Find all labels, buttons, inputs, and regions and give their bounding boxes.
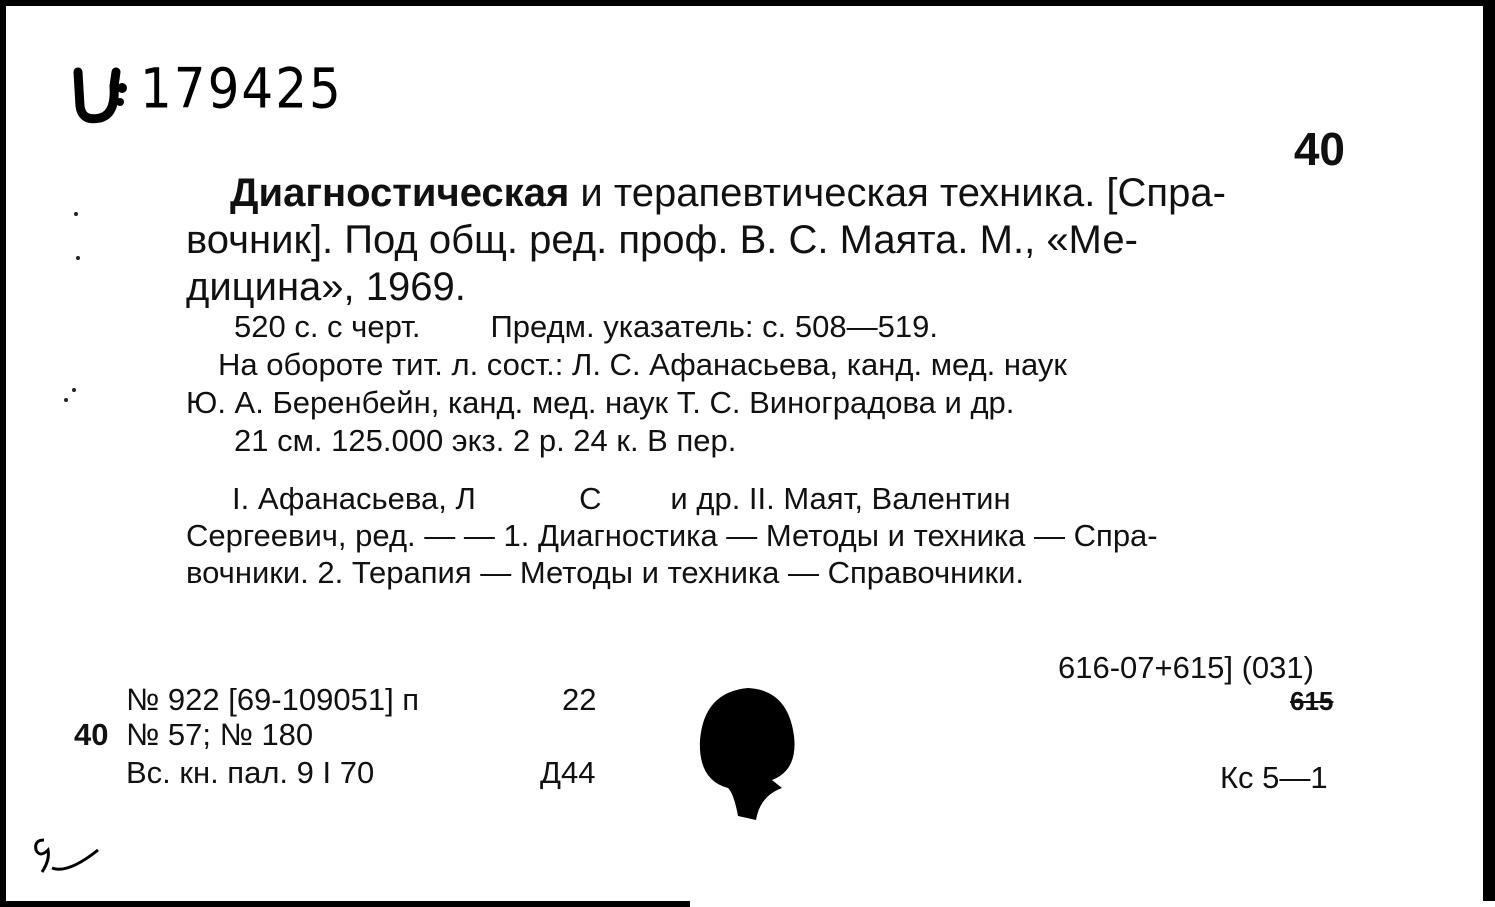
index-text: Предм. указатель: с. 508—519. (490, 309, 938, 344)
bibliographic-title (186, 170, 1356, 311)
handwritten-mark-icon (70, 66, 128, 128)
subject-row-2: Сергеевич, ред. — — 1. Диагностика — Методы и техника — Спра- (186, 518, 1158, 553)
handwritten-corner-mark-icon (28, 830, 108, 880)
speck (72, 388, 76, 392)
handwritten-number: 179425 (140, 57, 343, 121)
chamber-code: Д44 (540, 755, 596, 790)
speck (74, 212, 78, 216)
subject-row-1: I. Афанасьева, Л С и др. II. Маят, Валентин (232, 481, 1011, 516)
card-edge-bottom-gap (690, 901, 1495, 907)
order-line: № 922 [69-109051] п (126, 682, 420, 717)
chamber-line: Вс. кн. пал. 9 I 70 (126, 755, 375, 790)
pages-text: 520 с. с черт. (234, 309, 421, 344)
subject-row-3: вочники. 2. Терапия — Методы и техника — Справочники. (186, 555, 1025, 590)
pages-row (186, 308, 1352, 346)
speck (64, 398, 68, 402)
udc-code: 616-07+615] (031) (1058, 650, 1314, 685)
shelf-prefix: 40 (74, 717, 109, 752)
title-bold-word: Диагностическая (230, 171, 570, 215)
shelf-number: 40 (1293, 123, 1345, 175)
title-line-1 (186, 170, 1356, 217)
numbers-line: № 57; № 180 (126, 717, 314, 752)
bbk-code: Кс 5—1 (1220, 760, 1328, 795)
title-line-3: дицина», 1969. (186, 265, 466, 309)
card-edge-right (1483, 0, 1495, 907)
compilers-row-1: На обороте тит. л. сост.: Л. С. Афанасьева, канд. мед. наук (218, 347, 1067, 382)
edition-row: 21 см. 125.000 экз. 2 р. 24 к. В пер. (234, 423, 737, 458)
card-edge-top (0, 0, 1495, 6)
card-edge-left (0, 0, 6, 907)
physical-description (186, 308, 1352, 460)
order-number: 22 (562, 682, 597, 717)
ink-blot (688, 684, 808, 824)
title-line-1-rest: и терапевтическая техника. [Спра- (580, 171, 1226, 215)
compilers-row-2: Ю. А. Беренбейн, канд. мед. наук Т. С. Виноградова и др. (186, 385, 1015, 420)
subject-headings (186, 480, 1352, 591)
speck (76, 256, 80, 260)
udc-struck: 615 (1290, 686, 1334, 716)
title-line-2: вочник]. Под общ. ред. проф. В. С. Маята. М., «Ме- (186, 218, 1138, 262)
